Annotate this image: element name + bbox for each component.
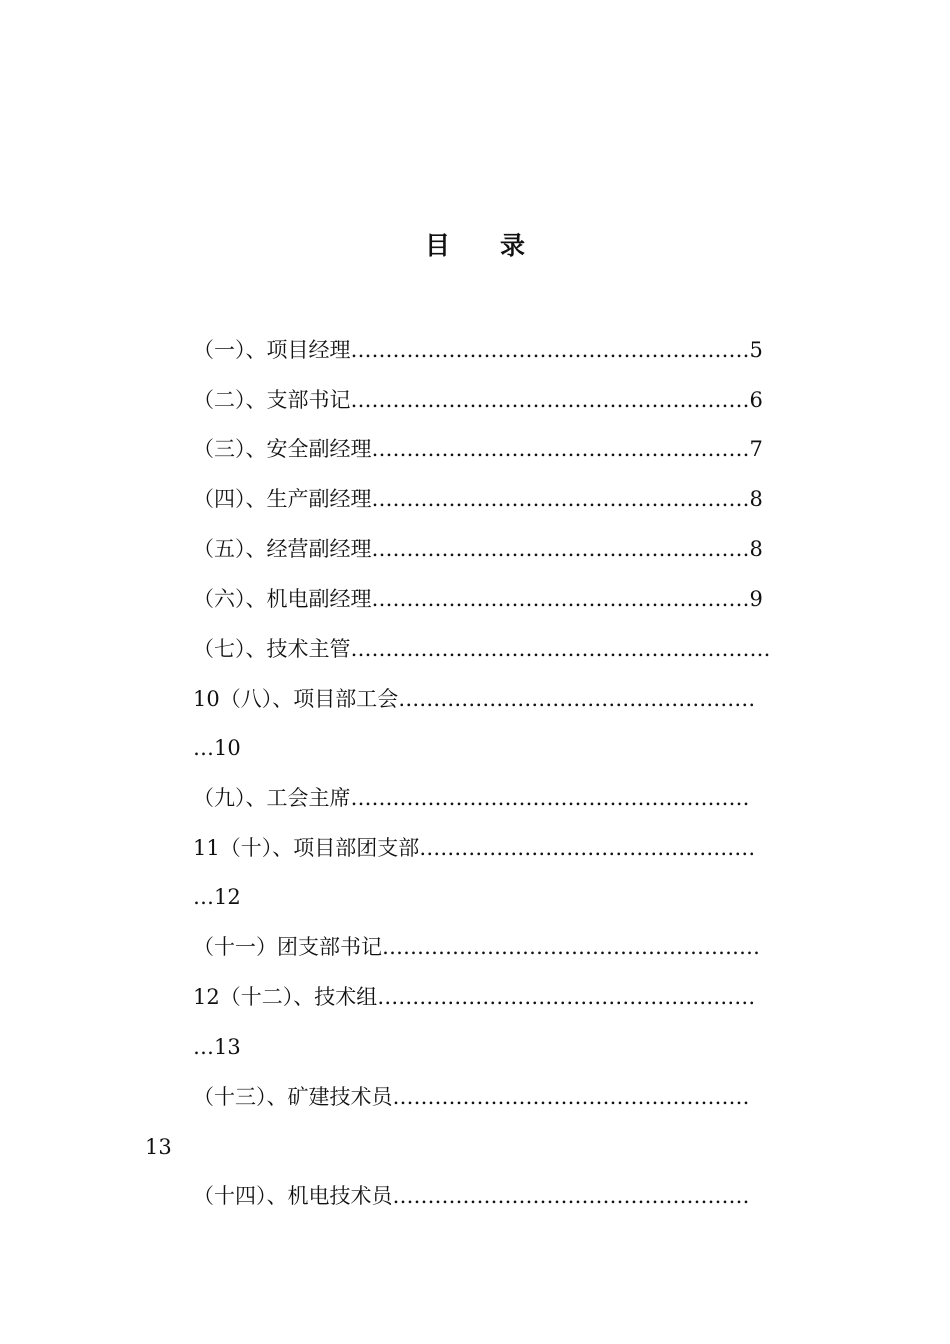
toc-line: （十四）、机电技术员…………………………………………… (193, 1184, 750, 1208)
toc-line: …13 (193, 1035, 241, 1059)
toc-line: （二）、支部书记…………………………………………………6 (193, 388, 763, 412)
toc-line: 11（十）、项目部团支部………………………………………… (193, 836, 756, 860)
toc-line: （九）、工会主席………………………………………………… (193, 786, 750, 810)
toc-line: …10 (193, 736, 241, 760)
toc-line: 10（八）、项目部工会…………………………………………… (193, 687, 756, 711)
toc-title: 目 录 (424, 231, 525, 260)
toc-line: （六）、机电副经理………………………………………………9 (193, 587, 763, 611)
toc-line: 12（十二）、技术组……………………………………………… (193, 985, 756, 1009)
toc-line: 13 (145, 1135, 172, 1159)
toc-line: （十一）团支部书记……………………………………………… (193, 935, 760, 959)
toc-line: （三）、安全副经理………………………………………………7 (193, 437, 763, 461)
toc-line: （四）、生产副经理………………………………………………8 (193, 487, 763, 511)
toc-line: （十三）、矿建技术员…………………………………………… (193, 1085, 750, 1109)
toc-line: （七）、技术主管…………………………………………………… (193, 637, 771, 661)
toc-line: （一）、项目经理…………………………………………………5 (193, 338, 763, 362)
toc-line: …12 (193, 885, 241, 909)
toc-line: （五）、经营副经理………………………………………………8 (193, 537, 763, 561)
